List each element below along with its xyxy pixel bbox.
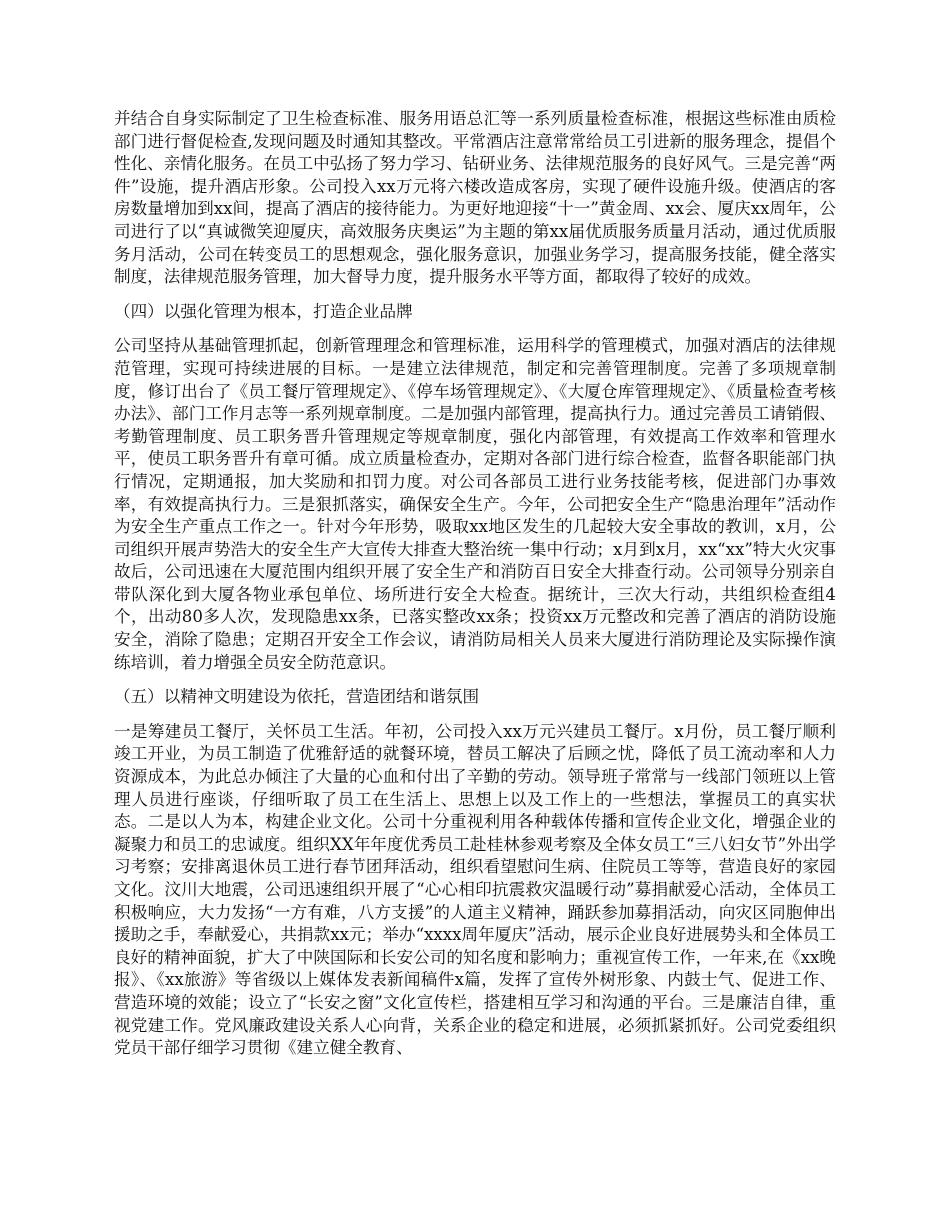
body-paragraph: 一是筹建员工餐厅，关怀员工生活。年初，公司投入xx万元兴建员工餐厅。x月份，员工餐厅顺利竣工开业，为员工制造了优雅舒适的就餐环境，替员工解决了后顾之忧，降低了员工流动率和人力资源成本，为此总办倾注了大量的心血和付出了辛勤的劳动。领导班子常常与一线部门领班以上管理人员进行座谈，仔细听取了员工在生活上、思想上以及工作上的一些想法，掌握员工的真实状态。二是以人为本，构建企业文化。公司十分重视利用各种载体传播和宣传企业文化，增强企业的凝聚力和员工的忠诚度。组织XX年年度优秀员工赴桂林参观考察及全体女员工“三八妇女节”外出学习考察；安排离退休员工进行春节团拜活动，组织看望慰问生病、住院员工等等，营造良好的家园文化。汶川大地震，公司迅速组织开展了“心心相印抗震救灾温暖行动”募捐献爱心活动，全体员工积极响应，大力发扬“一方有难，八方支援”的人道主义精神，踊跃参加募捐活动，向灾区同胞伸出援助之手，奉献爱心，共捐款xx元；举办“xxxx周年厦庆”活动，展示企业良好进展势头和全体员工良好的精神面貌，扩大了中陕国际和长安公司的知名度和影响力；重视宣传工作，一年来,在《xx晚报》、《xx旅游》等省级以上媒体发表新闻稿件x篇，发挥了宣传外树形象、内鼓士气、促进工作、营造环境的效能；设立了“长安之窗”文化宣传栏，搭建相互学习和沟通的平台。三是廉洁自律，重视党建工作。党风廉政建设关系人心向背，关系企业的稳定和进展，必须抓紧抓好。公司党委组织党员干部仔细学习贯彻《建立健全教育、: [114, 721, 836, 1058]
section-heading: （四）以强化管理为根本，打造企业品牌: [114, 301, 413, 321]
body-paragraph: 并结合自身实际制定了卫生检查标准、服务用语总汇等一系列质量检查标准，根据这些标准由质检部门进行督促检查,发现问题及时通知其整改。平常酒店注意常常给员工引进新的服务理念，提倡个性化、亲情化服务。在员工中弘扬了努力学习、钻研业务、法律规范服务的良好风气。三是完善“两件”设施，提升酒店形象。公司投入xx万元将六楼改造成客房，实现了硬件设施升级。使酒店的客房数量增加到xx间，提高了酒店的接待能力。为更好地迎接“十一”黄金周、xx会、厦庆xx周年，公司进行了以“真诚微笑迎厦庆，高效服务庆奥运”为主题的第xx届优质服务质量月活动，通过优质服务月活动，公司在转变员工的思想观念，强化服务意识，加强业务学习，提高服务技能，健全落实制度，法律规范服务管理，加大督导力度，提升服务水平等方面，都取得了较好的成效。: [114, 109, 837, 287]
body-paragraph: 公司坚持从基础管理抓起，创新管理理念和管理标准，运用科学的管理模式，加强对酒店的法律规范管理，实现可持续进展的目标。一是建立法律规范，制定和完善管理制度。完善了多项规章制度，修订出台了《员工餐厅管理规定》、《停车场管理规定》、《大厦仓库管理规定》、《质量检查考核办法》、部门工作月志等一系列规章制度。二是加强内部管理，提高执行力。通过完善员工请销假、考勤管理制度、员工职务晋升管理规定等规章制度，强化内部管理，有效提高工作效率和管理水平，使员工职务晋升有章可循。成立质量检查办，定期对各部门进行综合检查，监督各职能部门执行情况，定期通报，加大奖励和扣罚力度。对公司各部员工进行业务技能考核，促进部门办事效率，有效提高执行力。三是狠抓落实，确保安全生产。今年，公司把安全生产“隐患治理年”活动作为安全生产重点工作之一。针对今年形势，吸取xx地区发生的几起较大安全事故的教训，x月，公司组织开展声势浩大的安全生产大宣传大排查大整治统一集中行动；x月到x月，xx“xx”特大火灾事故后，公司迅速在大厦范围内组织开展了安全生产和消防百日安全大排查行动。公司领导分别亲自带队深化到大厦各物业承包单位、场所进行安全大检查。据统计，三次大行动，共组织检查组4个，出动80多人次，发现隐患xx条，已落实整改xx条；投资xx万元整改和完善了酒店的消防设施安全，消除了隐患；定期召开安全工作会议，请消防局相关人员来大厦进行消防理论及实际操作演练培训，着力增强全员安全防范意识。: [114, 336, 836, 672]
section-heading: （五）以精神文明建设为依托，营造团结和谐氛围: [114, 687, 480, 707]
